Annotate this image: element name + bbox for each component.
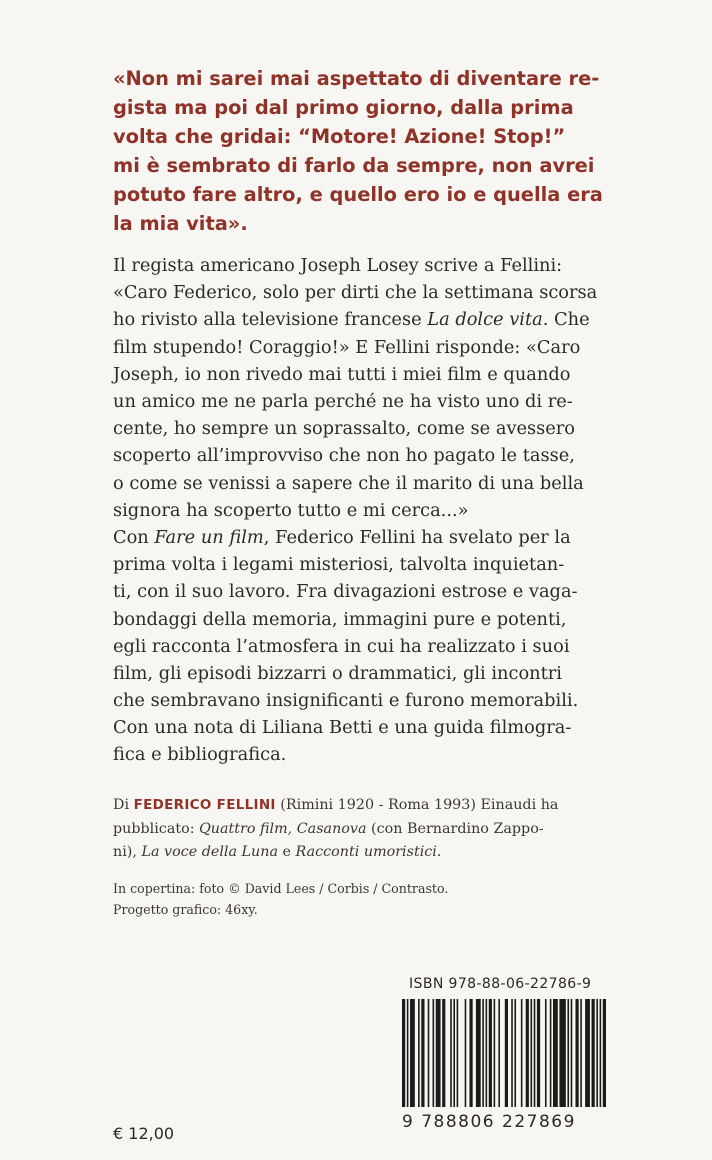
barcode-bar [505, 999, 508, 1107]
barcode [402, 999, 606, 1107]
pull-quote [113, 64, 613, 238]
quote-line: potuto fare altro, e quello ero io e quella era [113, 183, 603, 206]
barcode-bar [580, 999, 582, 1107]
author-name: FEDERICO FELLINI [133, 797, 276, 813]
design-credit: Progetto grafico: 46xy. [113, 902, 258, 917]
work-title: Racconti umoristici [295, 844, 437, 860]
barcode-bar [600, 999, 602, 1107]
quote-line: la mia vita». [113, 212, 248, 235]
blurb-line: film, gli episodi bizzarri o drammatici, gli incontri [113, 663, 562, 685]
note-line: Con una nota di Liliana Betti e una guida filmogra- [113, 717, 572, 738]
author-line: pubblicato: Quattro film, Casanova (con Bernardino Zappo- [113, 820, 544, 837]
barcode-bar [592, 999, 595, 1107]
barcode-bar [436, 999, 441, 1107]
barcode-bar [450, 999, 452, 1107]
quote-line: mi è sembrato di farlo da sempre, non avrei [113, 154, 595, 177]
price: € 12,00 [113, 1124, 175, 1143]
blurb-line: Il regista americano Joseph Losey scrive a Fellini: [113, 255, 563, 276]
blurb-line: scoperto all’improvviso che non ho pagato le tasse, [113, 445, 575, 467]
works-titles: Quattro film, Casanova [199, 820, 367, 837]
barcode-bar [585, 999, 590, 1107]
note-line: fica e bibliografica. [113, 744, 287, 766]
barcode-bar [521, 999, 523, 1107]
barcode-bar [559, 999, 565, 1107]
credits [113, 878, 613, 920]
barcode-bar [511, 999, 513, 1107]
blurb-line: un amico me ne parla perché ne ha visto uno di re- [113, 391, 573, 413]
barcode-bar [567, 999, 569, 1107]
barcode-bar [571, 999, 573, 1107]
blurb-line: signora ha scoperto tutto e mi cerca...» [113, 499, 469, 521]
barcode-bar [476, 999, 481, 1107]
quote-line: volta che gridai: “Motore! Azione! Stop!” [113, 125, 566, 148]
blurb-line: prima volta i legami misteriosi, talvolta inquietan- [113, 554, 565, 576]
barcode-bar [498, 999, 500, 1107]
barcode-bar [469, 999, 472, 1107]
blurb-line: Joseph, io non rivedo mai tutti i miei film e quando [113, 363, 571, 385]
barcode-bar [489, 999, 492, 1107]
barcode-bar [421, 999, 424, 1107]
blurb-line: «Caro Federico, solo per dirti che la settimana scorsa [113, 282, 598, 304]
author-line: Di FEDERICO FELLINI (Rimini 1920 - Roma 1993) Einaudi ha [113, 797, 559, 813]
barcode-bar [482, 999, 484, 1107]
work-title: La voce della Luna [141, 844, 278, 860]
barcode-bar [553, 999, 558, 1107]
barcode-bar [407, 999, 409, 1107]
blurb-line: o come se venissi a sapere che il marito di una bella [113, 472, 584, 494]
blurb-line: che sembravano insignificanti e furono memorabili. [113, 690, 579, 712]
barcode-bar [537, 999, 540, 1107]
barcode-bar [402, 999, 405, 1107]
barcode-bar [531, 999, 533, 1107]
barcode-digits: 9 788806 227869 [402, 1112, 576, 1132]
barcode-bar [514, 999, 516, 1107]
barcode-bar [453, 999, 455, 1107]
barcode-bar [433, 999, 435, 1107]
barcode-bar [526, 999, 529, 1107]
barcode-bar [550, 999, 552, 1107]
film-title: La dolce vita [427, 309, 543, 331]
quote-line: «Non mi sarei mai aspettato di diventare re- [113, 67, 600, 90]
barcode-bar [534, 999, 536, 1107]
blurb-line: cente, ho sempre un soprassalto, come se avessero [113, 418, 575, 440]
barcode-bar [418, 999, 420, 1107]
book-title: Fare un film [154, 527, 264, 549]
blurb-line: film stupendo! Coraggio!» E Fellini risponde: «Caro [113, 336, 581, 358]
barcode-bar [545, 999, 547, 1107]
barcode-bar [486, 999, 488, 1107]
barcode-bar [603, 999, 606, 1107]
barcode-bar [428, 999, 430, 1107]
blurb-line: ti, con il suo lavoro. Fra divagazioni estrose e vaga- [113, 581, 578, 603]
author-line: ni), La voce della Luna e Racconti umoristici. [113, 844, 442, 860]
barcode-bar [575, 999, 578, 1107]
blurb-line: ho rivisto alla televisione francese La dolce vita. Che [113, 309, 590, 331]
blurb-line: bondaggi della memoria, immagini pure e potenti, [113, 608, 567, 630]
barcode-bar [465, 999, 467, 1107]
barcode-bar [596, 999, 598, 1107]
editorial-note [113, 714, 613, 768]
quote-line: gista ma poi dal primo giorno, dalla prima [113, 96, 574, 119]
blurb-line: egli racconta l’atmosfera in cui ha realizzato i suoi [113, 635, 570, 657]
barcode-bar [494, 999, 496, 1107]
barcode-bar [457, 999, 459, 1107]
cover-credit: In copertina: foto © David Lees / Corbis / Contrasto. [113, 881, 449, 896]
blurb-text [113, 252, 613, 714]
barcode-bar [410, 999, 415, 1107]
author-bio [113, 794, 613, 865]
isbn-label: ISBN 978-88-06-22786-9 [409, 976, 592, 992]
barcode-bar [442, 999, 445, 1107]
blurb-line: Con Fare un film, Federico Fellini ha svelato per la [113, 527, 571, 549]
